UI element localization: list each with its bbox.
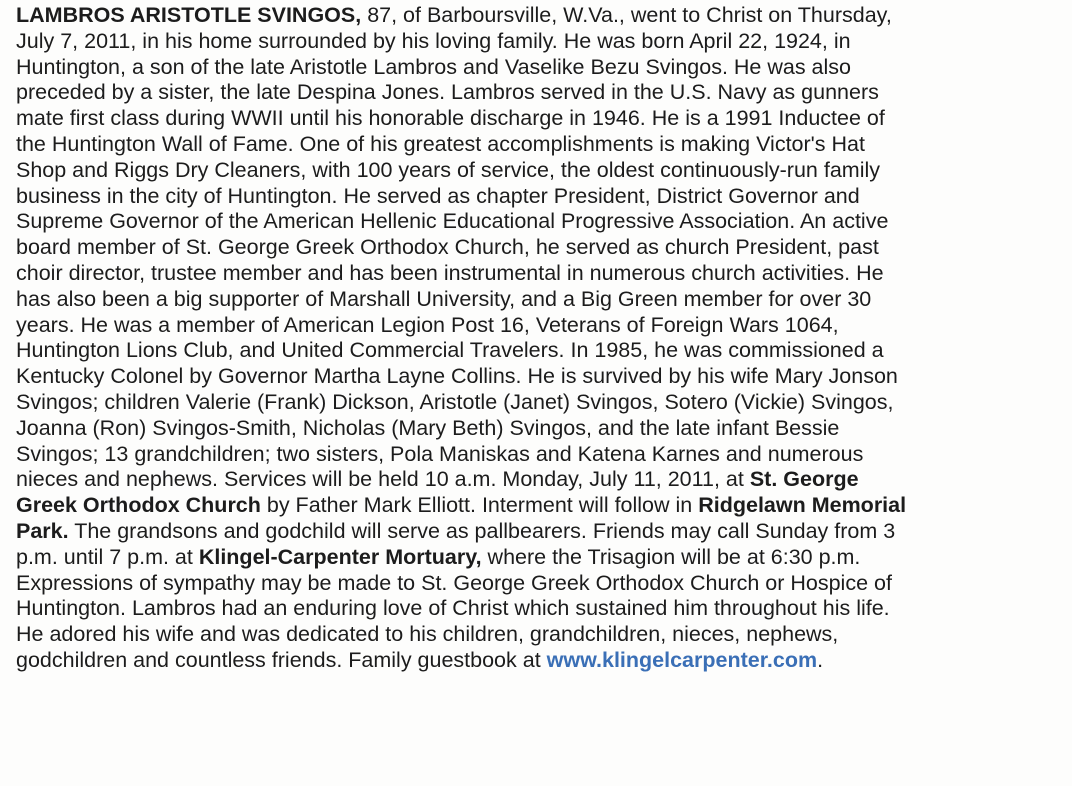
obituary-text (16, 3, 1066, 674)
pallbearers-text: The grandsons and godchild will serve as pallbearers. Friends may call Sunday from 3 (68, 518, 896, 543)
guestbook-period: . (817, 647, 824, 672)
cemetery-name-part2: Park. (16, 518, 69, 543)
line-8: business in the city of Huntington. He served as chapter President, District Governor and (16, 183, 860, 208)
line-9: Supreme Governor of the American Hellenic Educational Progressive Association. An active (16, 209, 889, 234)
mortuary-name: Klingel-Carpenter Mortuary, (198, 544, 482, 569)
visitation-text: p.m. until 7 p.m. at (16, 544, 199, 569)
line-26 (16, 648, 1066, 674)
line-12: has also been a big supporter of Marshall University, and a Big Green member for over 30 (16, 286, 872, 311)
line-13: years. He was a member of American Legion Post 16, Veterans of Foreign Wars 1064, (16, 312, 839, 337)
line-22 (16, 545, 1066, 571)
trisagion-text: where the Trisagion will be at 6:30 p.m. (481, 544, 861, 569)
line-21 (16, 519, 1066, 545)
guestbook-text: godchildren and countless friends. Family guestbook at (16, 647, 547, 672)
guestbook-link[interactable]: www.klingelcarpenter.com (546, 647, 818, 672)
line-20 (16, 493, 1066, 519)
line-1 (16, 3, 1066, 29)
line-3: Huntington, a son of the late Aristotle Lambros and Vaselike Bezu Svingos. He was also (16, 54, 851, 79)
line-14: Huntington Lions Club, and United Commercial Travelers. In 1985, he was commissioned a (16, 338, 884, 363)
line-18: Svingos; 13 grandchildren; two sisters, Pola Maniskas and Katena Karnes and numerous (16, 441, 864, 466)
line-6: the Huntington Wall of Fame. One of his greatest accomplishments is making Victor's Hat (16, 131, 865, 156)
church-name-part1: St. George (749, 467, 859, 492)
line-15: Kentucky Colonel by Governor Martha Layne Collins. He is survived by his wife Mary Jonson (16, 364, 898, 389)
services-text: nieces and nephews. Services will be held 10 a.m. Monday, July 11, 2011, at (16, 467, 750, 492)
line-19 (16, 467, 1066, 493)
deceased-name: LAMBROS ARISTOTLE SVINGOS, (16, 3, 362, 27)
line-4: preceded by a sister, the late Despina Jones. Lambros served in the U.S. Navy as gunners (16, 80, 879, 105)
line-17: Joanna (Ron) Svingos-Smith, Nicholas (Mary Beth) Svingos, and the late infant Bessie (16, 415, 840, 440)
church-name-part2: Greek Orthodox Church (16, 493, 261, 518)
line-11: choir director, trustee member and has been instrumental in numerous church activities. He (16, 260, 884, 285)
line-5: mate first class during WWII until his honorable discharge in 1946. He is a 1991 Inductee of (16, 106, 885, 131)
line-10: board member of St. George Greek Orthodox Church, he served as church President, past (16, 235, 879, 260)
line-1-text: 87, of Barboursville, W.Va., went to Christ on Thursday, (361, 3, 892, 27)
line-2: July 7, 2011, in his home surrounded by his loving family. He was born April 22, 1924, in (16, 28, 851, 53)
line-23: Expressions of sympathy may be made to St. George Greek Orthodox Church or Hospice of (16, 570, 892, 595)
line-16: Svingos; children Valerie (Frank) Dickson, Aristotle (Janet) Svingos, Sotero (Vickie) Svingos, (16, 389, 894, 414)
cemetery-name-part1: Ridgelawn Memorial (698, 493, 907, 518)
interment-text: by Father Mark Elliott. Interment will follow in (260, 493, 699, 518)
line-24: Huntington. Lambros had an enduring love of Christ which sustained him throughout his life. (16, 596, 890, 621)
line-7: Shop and Riggs Dry Cleaners, with 100 years of service, the oldest continuously-run family (16, 157, 880, 182)
line-25: He adored his wife and was dedicated to his children, grandchildren, nieces, nephews, (16, 622, 839, 647)
